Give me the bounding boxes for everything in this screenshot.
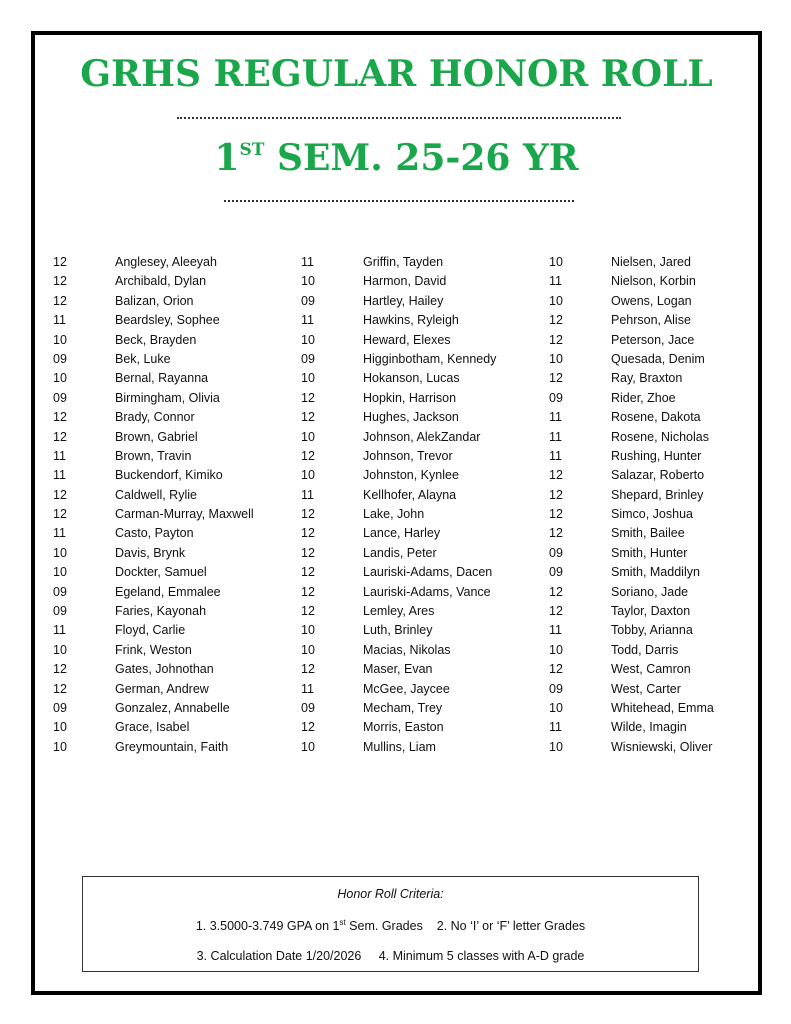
student-row bbox=[53, 350, 254, 369]
student-name: Quesada, Denim bbox=[611, 351, 705, 366]
student-grade: 12 bbox=[301, 720, 315, 735]
page-title: GRHS REGULAR HONOR ROLL bbox=[80, 53, 713, 95]
student-row bbox=[53, 408, 254, 427]
student-grade: 10 bbox=[53, 332, 67, 347]
student-grade: 10 bbox=[53, 565, 67, 580]
student-name: Higginbotham, Kennedy bbox=[363, 351, 497, 366]
student-name: Smith, Maddilyn bbox=[611, 565, 700, 580]
student-row bbox=[549, 699, 714, 718]
student-name: Beardsley, Sophee bbox=[115, 313, 220, 328]
student-row bbox=[53, 369, 254, 388]
student-row bbox=[301, 699, 496, 718]
student-name: Nielson, Korbin bbox=[611, 274, 696, 289]
student-row bbox=[301, 428, 496, 447]
student-row bbox=[549, 718, 714, 737]
student-grade: 10 bbox=[53, 720, 67, 735]
student-grade: 12 bbox=[549, 526, 563, 541]
student-grade: 10 bbox=[301, 468, 315, 483]
student-row bbox=[301, 544, 496, 563]
student-row bbox=[549, 408, 714, 427]
student-row bbox=[301, 641, 496, 660]
student-name: Anglesey, Aleeyah bbox=[115, 255, 217, 269]
student-name: Davis, Brynk bbox=[115, 545, 186, 560]
student-name: Gonzalez, Annabelle bbox=[115, 700, 230, 715]
student-grade: 09 bbox=[53, 390, 67, 405]
student-grade: 11 bbox=[549, 410, 562, 425]
student-grade: 09 bbox=[53, 700, 67, 715]
student-name: Brady, Connor bbox=[115, 410, 195, 425]
student-grade: 10 bbox=[53, 739, 67, 754]
student-name: Griffin, Tayden bbox=[363, 255, 444, 269]
semester-title bbox=[35, 137, 758, 179]
student-name: Tobby, Arianna bbox=[611, 623, 693, 638]
student-name: Hawkins, Ryleigh bbox=[363, 313, 459, 328]
student-name: Whitehead, Emma bbox=[611, 700, 714, 715]
student-row bbox=[53, 389, 254, 408]
student-row bbox=[301, 563, 496, 582]
student-grade: 09 bbox=[53, 584, 67, 599]
student-name: Heward, Elexes bbox=[363, 332, 451, 347]
student-name: West, Carter bbox=[611, 681, 681, 696]
student-row bbox=[301, 253, 496, 272]
student-grade: 10 bbox=[301, 739, 315, 754]
student-row bbox=[549, 486, 714, 505]
criteria-item-4: 4. Minimum 5 classes with A-D grade bbox=[378, 949, 585, 963]
dotted-divider-top bbox=[177, 117, 621, 119]
student-grade: 12 bbox=[301, 565, 315, 580]
student-grade: 11 bbox=[549, 448, 562, 463]
student-row bbox=[549, 389, 714, 408]
student-grade: 11 bbox=[549, 623, 562, 638]
criteria-item-1 bbox=[196, 919, 423, 933]
student-grade: 12 bbox=[549, 487, 563, 502]
criteria-item-2: 2. No ‘I’ or ‘F’ letter Grades bbox=[436, 919, 586, 934]
student-row bbox=[53, 292, 254, 311]
student-row bbox=[549, 428, 714, 447]
student-grade: 11 bbox=[301, 313, 314, 328]
student-name: Faries, Kayonah bbox=[115, 604, 207, 619]
student-grade: 11 bbox=[53, 526, 66, 541]
student-row bbox=[53, 660, 254, 679]
student-row bbox=[53, 563, 254, 582]
student-name: Hartley, Hailey bbox=[363, 293, 444, 308]
student-grade: 10 bbox=[549, 351, 563, 366]
criteria-title: Honor Roll Criteria: bbox=[337, 887, 444, 901]
student-row bbox=[301, 621, 496, 640]
student-row bbox=[301, 350, 496, 369]
student-grade: 12 bbox=[53, 274, 67, 289]
student-name: Greymountain, Faith bbox=[115, 739, 229, 754]
student-name: Simco, Joshua bbox=[611, 507, 693, 522]
student-grade: 10 bbox=[53, 642, 67, 657]
student-row bbox=[301, 272, 496, 291]
student-grade: 12 bbox=[549, 332, 563, 347]
student-grade: 09 bbox=[549, 681, 563, 696]
student-name: Egeland, Emmalee bbox=[115, 584, 221, 599]
student-row bbox=[301, 583, 496, 602]
student-grade: 09 bbox=[549, 565, 563, 580]
student-name: Archibald, Dylan bbox=[115, 274, 207, 289]
student-name: Grace, Isabel bbox=[115, 720, 190, 735]
dotted-divider-bottom bbox=[224, 200, 574, 202]
student-row bbox=[301, 602, 496, 621]
student-name: Brown, Travin bbox=[115, 448, 192, 463]
page-frame bbox=[31, 31, 762, 995]
student-name: Lance, Harley bbox=[363, 526, 441, 541]
student-grade: 12 bbox=[53, 410, 67, 425]
criteria-item-3: 3. Calculation Date 1/20/2026 bbox=[196, 949, 362, 963]
student-grade: 10 bbox=[301, 332, 315, 347]
student-grade: 11 bbox=[301, 255, 314, 269]
student-row bbox=[53, 583, 254, 602]
student-name: Lauriski-Adams, Vance bbox=[363, 584, 491, 599]
student-grade: 12 bbox=[53, 662, 67, 677]
student-row bbox=[549, 738, 714, 757]
student-grade: 12 bbox=[549, 604, 563, 619]
student-name: Hopkin, Harrison bbox=[363, 390, 457, 405]
student-grade: 10 bbox=[549, 642, 563, 657]
semester-text: SEM. 25-26 YR bbox=[264, 137, 579, 179]
student-name: Frink, Weston bbox=[115, 642, 192, 657]
student-row bbox=[53, 544, 254, 563]
student-grade: 12 bbox=[301, 584, 315, 599]
student-grade: 10 bbox=[53, 545, 67, 560]
student-grade: 12 bbox=[53, 429, 67, 444]
student-name: Mullins, Liam bbox=[363, 739, 436, 754]
student-row bbox=[53, 272, 254, 291]
student-name: Maser, Evan bbox=[363, 662, 433, 677]
student-name: Taylor, Daxton bbox=[611, 604, 691, 619]
student-grade: 10 bbox=[301, 642, 315, 657]
student-name: Rosene, Nicholas bbox=[611, 429, 709, 444]
student-row bbox=[301, 389, 496, 408]
student-row bbox=[549, 331, 714, 350]
student-row bbox=[301, 660, 496, 679]
student-grade: 12 bbox=[301, 604, 315, 619]
student-row bbox=[549, 253, 714, 272]
student-column-1 bbox=[53, 253, 254, 757]
student-row bbox=[53, 621, 254, 640]
student-row bbox=[301, 408, 496, 427]
student-grade: 09 bbox=[53, 351, 67, 366]
student-row bbox=[549, 680, 714, 699]
student-grade: 11 bbox=[549, 429, 562, 444]
student-grade: 12 bbox=[549, 584, 563, 599]
student-grade: 12 bbox=[301, 390, 315, 405]
student-name: Landis, Peter bbox=[363, 545, 437, 560]
student-row bbox=[549, 563, 714, 582]
ordinal-number: 1 bbox=[214, 137, 240, 179]
student-row bbox=[301, 466, 496, 485]
student-name: Shepard, Brinley bbox=[611, 487, 704, 502]
student-grade: 12 bbox=[53, 507, 67, 522]
student-name: Owens, Logan bbox=[611, 293, 692, 308]
student-row bbox=[301, 369, 496, 388]
student-name: Peterson, Jace bbox=[611, 332, 695, 347]
student-name: Rider, Zhoe bbox=[611, 390, 676, 405]
student-grade: 12 bbox=[549, 313, 563, 328]
student-grade: 09 bbox=[301, 700, 315, 715]
student-row bbox=[549, 621, 714, 640]
student-grade: 11 bbox=[53, 313, 66, 328]
student-row bbox=[549, 505, 714, 524]
student-name: Johnson, Trevor bbox=[363, 448, 453, 463]
student-grade: 11 bbox=[549, 274, 562, 289]
student-row bbox=[53, 466, 254, 485]
student-grade: 10 bbox=[301, 623, 315, 638]
student-name: Carman-Murray, Maxwell bbox=[115, 507, 254, 522]
student-name: Rushing, Hunter bbox=[611, 448, 702, 463]
student-row bbox=[53, 738, 254, 757]
student-name: Hughes, Jackson bbox=[363, 410, 459, 425]
student-row bbox=[549, 583, 714, 602]
student-name: Dockter, Samuel bbox=[115, 565, 207, 580]
student-grade: 12 bbox=[53, 681, 67, 696]
student-row bbox=[301, 738, 496, 757]
student-grade: 12 bbox=[549, 468, 563, 483]
criteria-item-1-sup: st bbox=[339, 918, 346, 927]
student-grade: 09 bbox=[301, 351, 315, 366]
student-name: West, Camron bbox=[611, 662, 691, 677]
student-row bbox=[53, 602, 254, 621]
student-row bbox=[301, 680, 496, 699]
criteria-line-2 bbox=[83, 949, 698, 963]
student-grade: 12 bbox=[549, 371, 563, 386]
student-grade: 09 bbox=[301, 293, 315, 308]
student-row bbox=[53, 524, 254, 543]
student-grade: 12 bbox=[53, 487, 67, 502]
student-row bbox=[53, 505, 254, 524]
student-name: Hokanson, Lucas bbox=[363, 371, 460, 386]
student-grade: 12 bbox=[301, 507, 315, 522]
student-row bbox=[53, 680, 254, 699]
student-name: Todd, Darris bbox=[611, 642, 679, 657]
student-name: Lauriski-Adams, Dacen bbox=[363, 565, 493, 580]
student-grade: 12 bbox=[53, 293, 67, 308]
student-row bbox=[549, 311, 714, 330]
student-row bbox=[301, 292, 496, 311]
criteria-box bbox=[82, 876, 699, 972]
student-row bbox=[549, 350, 714, 369]
student-name: Bek, Luke bbox=[115, 351, 171, 366]
student-grade: 09 bbox=[549, 545, 563, 560]
student-row bbox=[53, 253, 254, 272]
student-name: Birmingham, Olivia bbox=[115, 390, 220, 405]
student-grade: 11 bbox=[301, 681, 314, 696]
student-name: Harmon, David bbox=[363, 274, 447, 289]
student-row bbox=[301, 718, 496, 737]
student-name: Salazar, Roberto bbox=[611, 468, 705, 483]
student-name: McGee, Jaycee bbox=[363, 681, 450, 696]
student-row bbox=[549, 641, 714, 660]
student-name: Johnston, Kynlee bbox=[363, 468, 459, 483]
student-name: Soriano, Jade bbox=[611, 584, 689, 599]
student-name: Casto, Payton bbox=[115, 526, 194, 541]
student-row bbox=[549, 466, 714, 485]
student-name: Beck, Brayden bbox=[115, 332, 197, 347]
student-grade: 12 bbox=[549, 507, 563, 522]
student-row bbox=[301, 311, 496, 330]
student-name: Ray, Braxton bbox=[611, 371, 683, 386]
student-grade: 11 bbox=[53, 468, 66, 483]
criteria-item-1-tail: Sem. Grades bbox=[345, 919, 423, 934]
student-grade: 12 bbox=[301, 526, 315, 541]
student-row bbox=[549, 447, 714, 466]
student-row bbox=[53, 486, 254, 505]
student-name: Bernal, Rayanna bbox=[115, 371, 209, 386]
student-name: Caldwell, Rylie bbox=[115, 487, 197, 502]
student-name: Luth, Brinley bbox=[363, 623, 433, 638]
student-name: Mecham, Trey bbox=[363, 700, 443, 715]
student-name: Brown, Gabriel bbox=[115, 429, 198, 444]
student-grade: 11 bbox=[53, 448, 66, 463]
student-row bbox=[53, 311, 254, 330]
student-row bbox=[549, 272, 714, 291]
student-grade: 10 bbox=[549, 739, 563, 754]
student-grade: 10 bbox=[549, 293, 563, 308]
student-name: Rosene, Dakota bbox=[611, 410, 701, 425]
student-grade: 12 bbox=[301, 448, 315, 463]
student-name: Smith, Hunter bbox=[611, 545, 688, 560]
student-grade: 09 bbox=[53, 604, 67, 619]
student-grade: 10 bbox=[549, 255, 563, 269]
student-row bbox=[301, 331, 496, 350]
student-name: Kellhofer, Alayna bbox=[363, 487, 457, 502]
student-row bbox=[301, 505, 496, 524]
student-row bbox=[53, 447, 254, 466]
student-name: Nielsen, Jared bbox=[611, 255, 691, 269]
student-name: Wisniewski, Oliver bbox=[611, 739, 713, 754]
student-row bbox=[301, 524, 496, 543]
student-grade: 12 bbox=[301, 410, 315, 425]
student-row bbox=[53, 718, 254, 737]
student-name: Wilde, Imagin bbox=[611, 720, 687, 735]
student-name: German, Andrew bbox=[115, 681, 209, 696]
student-name: Smith, Bailee bbox=[611, 526, 685, 541]
student-name: Johnson, AlekZandar bbox=[363, 429, 481, 444]
student-row bbox=[549, 544, 714, 563]
ordinal-suffix: ST bbox=[239, 140, 265, 160]
student-grade: 10 bbox=[301, 274, 315, 289]
student-name: Floyd, Carlie bbox=[115, 623, 186, 638]
student-row bbox=[549, 524, 714, 543]
student-name: Lemley, Ares bbox=[363, 604, 435, 619]
student-grade: 10 bbox=[301, 371, 315, 386]
student-row bbox=[53, 331, 254, 350]
student-row bbox=[549, 602, 714, 621]
student-grade: 10 bbox=[53, 371, 67, 386]
student-name: Balizan, Orion bbox=[115, 293, 194, 308]
student-row bbox=[301, 447, 496, 466]
student-name: Buckendorf, Kimiko bbox=[115, 468, 223, 483]
student-grade: 10 bbox=[549, 700, 563, 715]
student-grade: 11 bbox=[53, 623, 66, 638]
criteria-item-1-text: 1. 3.5000-3.749 GPA on 1 bbox=[195, 919, 340, 934]
student-row bbox=[53, 699, 254, 718]
student-grade: 09 bbox=[549, 390, 563, 405]
student-row bbox=[53, 641, 254, 660]
student-grade: 12 bbox=[301, 662, 315, 677]
student-grade: 11 bbox=[301, 487, 314, 502]
student-row bbox=[549, 292, 714, 311]
student-row bbox=[549, 369, 714, 388]
student-name: Pehrson, Alise bbox=[611, 313, 691, 328]
student-grade: 12 bbox=[301, 545, 315, 560]
student-grade: 12 bbox=[53, 255, 67, 269]
student-name: Gates, Johnothan bbox=[115, 662, 214, 677]
student-column-2 bbox=[301, 253, 496, 757]
student-grade: 10 bbox=[301, 429, 315, 444]
student-row bbox=[549, 660, 714, 679]
student-row bbox=[301, 486, 496, 505]
student-name: Morris, Easton bbox=[363, 720, 444, 735]
student-column-3 bbox=[549, 253, 714, 757]
student-grade: 11 bbox=[549, 720, 562, 735]
criteria-line-1 bbox=[83, 918, 698, 933]
student-row bbox=[53, 428, 254, 447]
student-grade: 12 bbox=[549, 662, 563, 677]
student-name: Lake, John bbox=[363, 507, 425, 522]
student-name: Macias, Nikolas bbox=[363, 642, 451, 657]
